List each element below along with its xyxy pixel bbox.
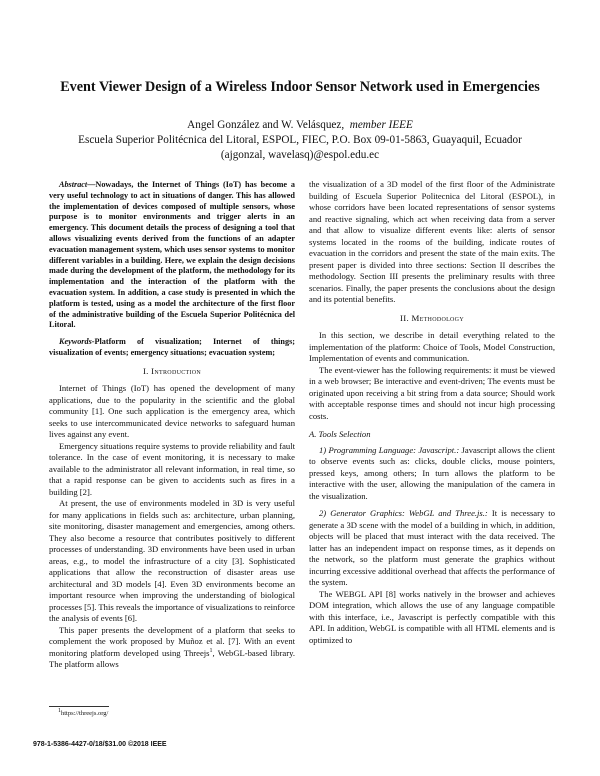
tool-item-head: 1) Programming Language: Javascript.:	[319, 444, 460, 455]
intro-paragraph: Internet of Things (IoT) has opened the development of many applications, due to the popularity in the scientific and the global community [1]. One such application is the emergency area, which seeks to use intercommunicated device networks to safeguard human lives against any event.	[49, 383, 295, 440]
author-names: Angel González and W. Velásquez,	[187, 119, 345, 131]
footnote-divider	[49, 706, 109, 707]
intro-paragraph-text: This paper presents the development of a platform that seeks to complement the work proposed by Muñoz et al. [7]. With an event monitoring platform developed using Threejs	[49, 624, 295, 658]
author-line	[40, 118, 560, 133]
tool-item-head: 2) Generator Graphics: WebGL and Three.js.:	[319, 508, 488, 518]
intro-paragraph	[49, 625, 295, 671]
tool-item-text: Javascript allows the client to observe events such as: clicks, double clicks, mouse pointers, pressed keys, among others; In turn allows the platform to be interactive with the user, allowing the manipulation of the camera in the visualization.	[309, 444, 555, 501]
author-role: member IEEE	[349, 119, 413, 131]
keywords-lead: Keywords	[59, 337, 92, 347]
intro-paragraph: At present, the use of environments modeled in 3D is very useful for many applications in fields such as: architecture, urban planning, site monitoring, disaster management and emergencies, among others. They also become a resource that contributes positively to different processes of understanding. 3D environments have been used in urban areas, e.g., to model the infrastructure of a city [3]. Sophisticated applications that allow the reconstruction of disaster areas use architectural and 3D models [4]. Even 3D environments become an important resource when improving the understanding of biological processes [5]. This reveals the importance of visualizations to reinforce the analysis of events [6].	[49, 498, 295, 624]
tool-item	[309, 445, 555, 503]
intro-paragraph: Emergency situations require systems to provide reliability and fault tolerance. In the case of event monitoring, it is necessary to make available to the administrator all relevant information, in real time, so that a rapid response can be given to accidents such as fires in a building [2].	[49, 440, 295, 497]
footnote	[58, 707, 109, 717]
footnote-mark: 1	[58, 707, 61, 714]
right-column	[309, 179, 555, 646]
abstract	[49, 180, 295, 331]
method-paragraph: The event-viewer has the following requirements: it must be viewed in a web browser; Be interactive and event-driven; The events must be originated upon receiving a bit string from a data source; Should work with acceptable response times and should not incur high processing costs.	[309, 364, 555, 421]
subsection-heading: A. Tools Selection	[309, 429, 371, 439]
copyright-footer: 978-1-5386-4427-0/18/$31.00 ©2018 IEEE	[33, 741, 167, 748]
paper-title: Event Viewer Design of a Wireless Indoor Sensor Network used in Emergencies	[60, 79, 540, 95]
keywords	[49, 337, 295, 359]
intro-continued: the visualization of a 3D model of the first floor of the Administrate building of Escuela Superior Politecnica del Litoral (ESPOL), in whose corridors have been located representations of sensor systems and reactive signaling, which act when receiving data from a server and that allow to visualize different events like: alerts of sensor systems located in the rooms of the building, indicate routes of evacuation in the corridors and present the state of the main exits. The present paper is divided into three sections: Section II describes the methodology. Section III presents the preliminary results with three scenarios. Finally, the paper presents the conclusions about the design and its potential benefits.	[309, 179, 555, 304]
intro-paragraph-tail: , WebGL-based library. The platform allows	[49, 647, 295, 670]
method-paragraph: In this section, we describe in detail everything related to the implementation of the platform: Choice of Tools, Model Construction, Implementation of events and communication.	[309, 330, 555, 363]
abstract-lead: Abstract	[59, 180, 88, 189]
author-emails: (ajgonzal, wavelasq)@espol.edu.ec	[220, 149, 380, 161]
abstract-text: —Nowadays, the Internet of Things (IoT) has become a very useful technology to act in situations of danger. This has allowed the implementation of devices composed of multiple sensors, whose purpose is to monitor environments and trigger alerts in an emergency. This document details the process of designing a tool that allows visualizing events derived from the functions of an adapter evacuation management system, which uses sensor systems to monitor different variables in a building. Here, we explain the design decisions made during the development of the platform, the methodology for its implementation and the interaction of the platform with the evacuation system. In addition, a case study is presented in which the platform is tested, using as a model the architecture of the first floor of the administrative building of the Escuela Superior Politécnica del Litoral.	[49, 180, 295, 330]
tool-item	[309, 508, 555, 589]
webgl-paragraph: The WEBGL API [8] works natively in the browser and achieves DOM integration, which allows the use of any language compatible with this interface, i.e., Javascript is perfectly compatible with this API. In addition, WebGL is compatible with all HTML elements and is optimized to	[309, 588, 555, 645]
section-heading-introduction: I. Introduction	[142, 365, 202, 376]
tool-item-text: It is necessary to generate a 3D scene with the model of a building in which, in addition, objects will be placed that must interact with the data received. The latter has an independent impact on response times, as it depends on the network, so the platform must generate the graphics without incurring excessive additional overhead that affects the performance of the system.	[309, 508, 555, 587]
author-block	[40, 118, 560, 163]
keywords-text: -Platform of visualization; Internet of things; visualization of events; emergency situations; evacuation system;	[49, 337, 295, 357]
section-heading-methodology: II. Methodology	[400, 312, 464, 323]
footnote-ref: 1	[209, 647, 213, 654]
author-affiliation: Escuela Superior Politécnica del Litoral, ESPOL, FIEC, P.O. Box 09-01-5863, Guayaquil, Ecuador	[78, 134, 522, 146]
left-column	[49, 180, 295, 671]
footnote-link[interactable]: https://threejs.org/	[61, 710, 109, 717]
